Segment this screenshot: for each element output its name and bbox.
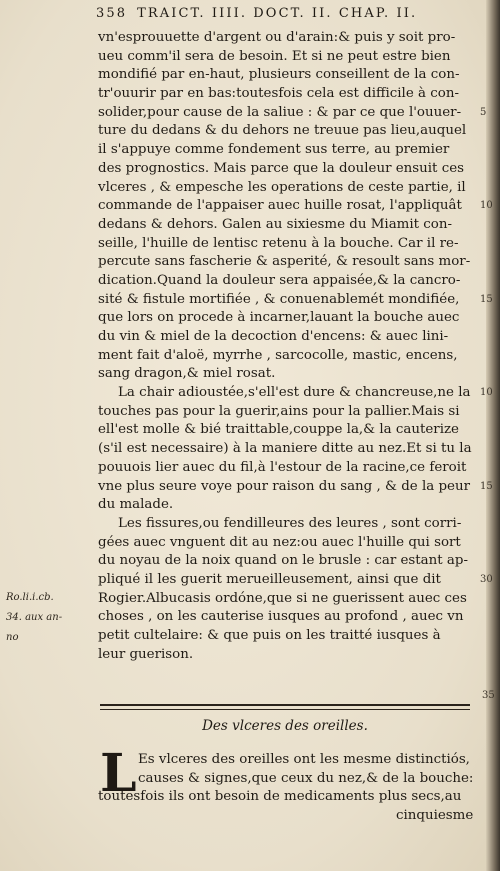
text-line: pouuois lier auec du fil,à l'estour de la racine,ce feroit xyxy=(98,459,467,475)
text-line: que lors on procede à incarner,lauant la bouche auec xyxy=(98,310,460,326)
text-line-content: pliqué il les guerit merueilleusement, ainsi que dit xyxy=(98,571,441,587)
text-line-content: La chair adioustée,s'ell'est dure & chancreuse,ne la xyxy=(118,385,471,401)
text-line: gées auec vnguent dit au nez:ou auec l'huille qui sort xyxy=(98,534,461,550)
text-line: leur guerison. xyxy=(98,646,194,662)
text-line: percute sans fascherie & asperité, & resoult sans mor- xyxy=(98,254,471,270)
text-line-content: vne plus seure voye pour raison du sang , & de la peur xyxy=(98,478,470,494)
text-line: toutesfois ils ont besoin de medicaments plus secs,au xyxy=(98,789,462,805)
text-line: Es vlceres des oreilles ont les mesme distinctiós, xyxy=(138,752,470,767)
text-line: ment fait d'aloë, myrrhe , sarcocolle, mastic, encens, xyxy=(98,347,458,363)
text-line: vlceres , & empesche les operations de ceste partie, il xyxy=(98,179,466,195)
text-line: ture du dedans & du dehors ne treuue pas lieu,auquel xyxy=(98,123,467,139)
text-line: ell'est molle & bié traittable,couppe la,& la cauterize xyxy=(98,422,459,438)
page-edge-shadow xyxy=(486,0,500,871)
line-number: 10 xyxy=(480,387,493,399)
text-line xyxy=(98,571,493,590)
text-line: ueu comm'il sera de besoin. Et si ne peut estre bien xyxy=(98,48,451,64)
text-line: seille, l'huille de lentisc retenu à la bouche. Car il re- xyxy=(98,235,459,251)
text-line xyxy=(98,384,493,403)
margin-note: no xyxy=(6,632,19,643)
line-number: 15 xyxy=(480,293,493,305)
divider-rule xyxy=(100,704,470,706)
text-line xyxy=(98,291,493,310)
text-line: Rogier.Albucasis ordóne,que si ne guerissent auec ces xyxy=(98,590,467,606)
text-line: des prognostics. Mais parce que la douleur ensuit ces xyxy=(98,160,464,176)
text-line: touches pas pour la guerir,ains pour la pallier.Mais si xyxy=(98,403,460,419)
line-number: 15 xyxy=(480,480,493,492)
margin-note: Ro.li.i.cb. xyxy=(6,592,54,603)
text-line: dication.Quand la douleur sera appaisée,& la cancro- xyxy=(98,272,461,288)
drop-cap: L xyxy=(100,743,137,804)
page-number: 358 xyxy=(96,6,128,21)
text-line: (s'il est necessaire) à la maniere ditte au nez.Et si tu la xyxy=(98,441,472,457)
text-line: il s'appuye comme fondement sus terre, au premier xyxy=(98,142,450,158)
text-line xyxy=(98,104,487,123)
text-line: mondifié par en-haut, plusieurs conseillent de la con- xyxy=(98,67,460,83)
line-number: 10 xyxy=(480,200,493,212)
section-title: Des vlceres des oreilles. xyxy=(202,718,368,734)
running-title: TRAICT. IIII. DOCT. II. CHAP. II. xyxy=(137,6,418,21)
main-text-block xyxy=(98,29,493,664)
text-line-content: sité & fistule mortifiée , & conuenablemét mondifiée, xyxy=(98,291,460,307)
text-line xyxy=(98,478,493,497)
text-line: sang dragon,& miel rosat. xyxy=(98,366,276,382)
text-line: du noyau de la noix quand on le brusle : car estant ap- xyxy=(98,553,469,569)
text-line xyxy=(98,197,493,216)
text-line-content: solider,pour cause de la saliue : & par ce que l'ouuer- xyxy=(98,104,462,120)
text-line: dedans & dehors. Galen au sixiesme du Miamit con- xyxy=(98,216,453,232)
divider-rule xyxy=(100,709,470,710)
text-line: petit cultelaire: & que puis on les traitté iusques à xyxy=(98,628,441,643)
section-text-block xyxy=(98,743,482,825)
line-number: 30 xyxy=(480,573,493,585)
text-line-content: commande de l'appaiser auec huille rosat, l'appliquât xyxy=(98,198,462,214)
text-line: tr'ouurir par en bas:toutesfois cela est difficile à con- xyxy=(98,86,459,102)
text-line: causes & signes,que ceux du nez,& de la bouche: xyxy=(138,770,474,786)
text-line: vn'esprouuette d'argent ou d'arain:& puis y soit pro- xyxy=(98,30,456,45)
text-line: du vin & miel de la decoction d'encens: & auec lini- xyxy=(98,329,449,344)
line-number: 35 xyxy=(482,690,495,701)
text-line: du malade. xyxy=(98,497,174,513)
line-number: 5 xyxy=(480,106,487,118)
running-head xyxy=(96,6,481,21)
text-line: Les fissures,ou fendilleures des leures , sont corri- xyxy=(118,515,462,531)
text-line: choses , on les cauterise iusques au profond , auec vn xyxy=(98,609,464,625)
margin-note: 34. aux an- xyxy=(6,612,63,623)
catchword: cinquiesme xyxy=(396,808,474,824)
section-divider xyxy=(100,704,470,710)
